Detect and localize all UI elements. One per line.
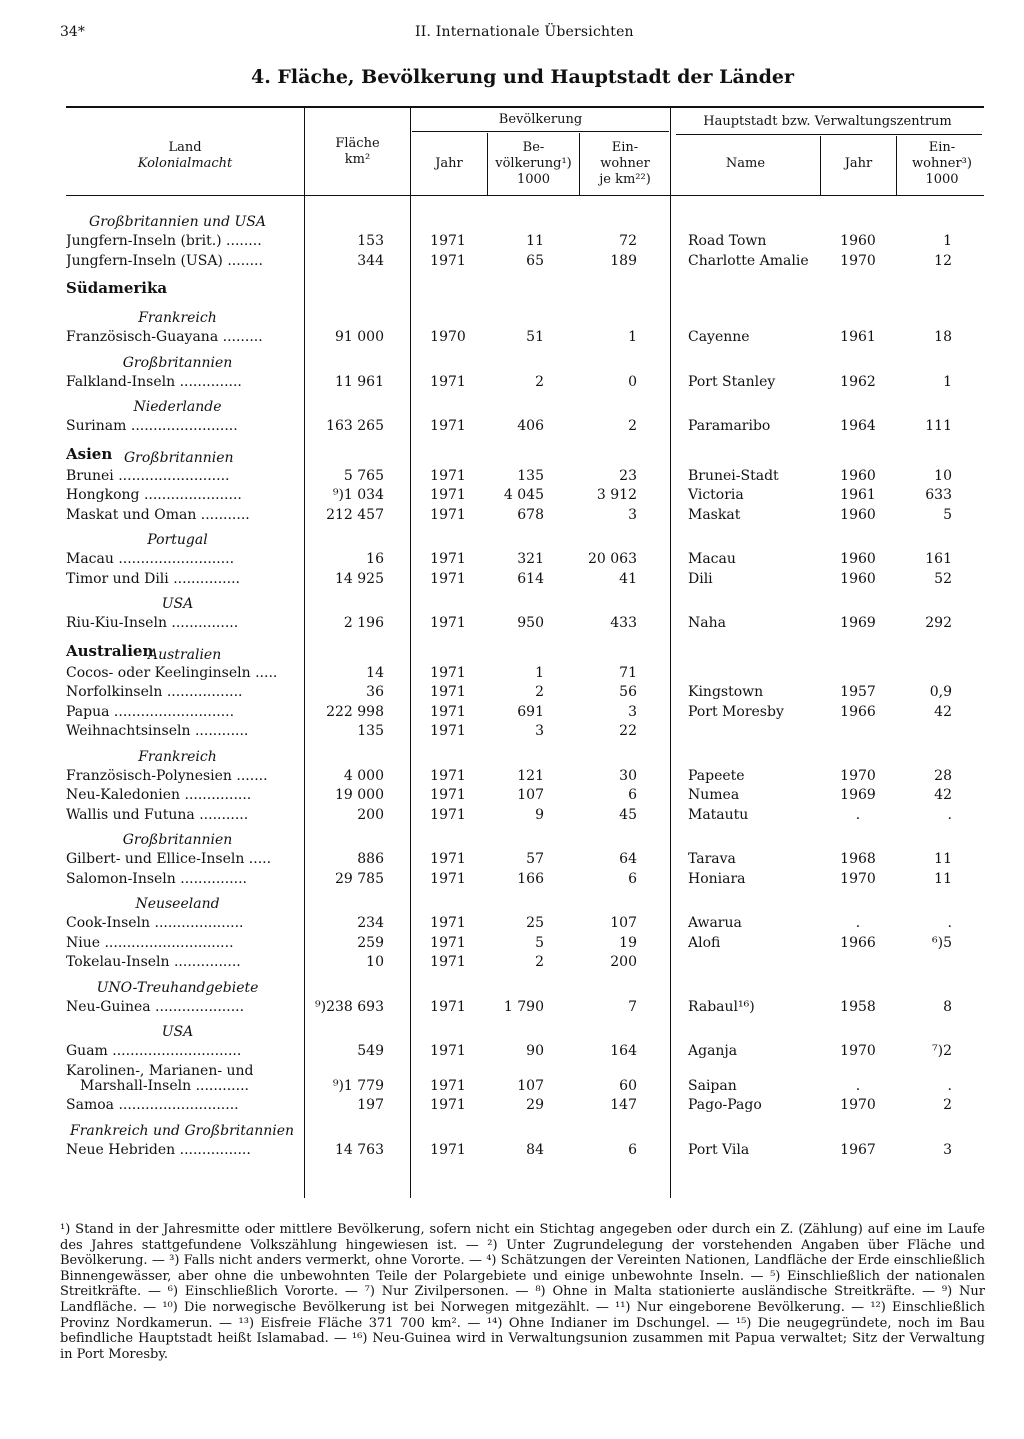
- capital-year: 1970: [840, 870, 876, 887]
- table-row: [0, 252, 1024, 271]
- area-km2: ⁹)1 034: [332, 487, 384, 503]
- capital-name: Pago-Pago: [688, 1097, 762, 1113]
- inhabitants-per-km2: 107: [610, 915, 637, 931]
- population-year: 1971: [430, 487, 466, 503]
- capital-name: Matautu: [688, 806, 749, 823]
- area-km2: 36: [366, 684, 384, 700]
- capital-name: Rabaul¹⁶): [688, 998, 755, 1015]
- population-1000: 4 045: [503, 487, 544, 503]
- capital-year: 1962: [840, 373, 876, 390]
- capital-inhabitants-1000: ⁶)5: [932, 934, 952, 951]
- region-name: Australien: [66, 641, 154, 660]
- capital-inhabitants-1000: 292: [925, 615, 952, 631]
- country-name: Neue Hebriden ................: [66, 1141, 251, 1158]
- table-row: [0, 722, 1024, 741]
- capital-year: 1970: [840, 1043, 876, 1059]
- colonial-power: USA: [161, 1024, 194, 1040]
- capital-inhabitants-1000: .: [947, 915, 952, 931]
- population-1000: 321: [517, 551, 544, 567]
- country-name: Tokelau-Inseln ...............: [66, 954, 241, 970]
- colonial-power-heading: [0, 309, 1024, 328]
- inhabitants-per-km2: 45: [619, 806, 637, 823]
- header-hauptstadt-group: Hauptstadt bzw. Verwaltungszentrum: [703, 114, 952, 129]
- population-year: 1971: [430, 1043, 466, 1059]
- inhabitants-per-km2: 72: [619, 233, 637, 249]
- capital-name: Port Stanley: [688, 373, 776, 390]
- table-row: [0, 467, 1024, 486]
- country-name: Riu-Kiu-Inseln ...............: [66, 615, 239, 631]
- country-name: Weihnachtsinseln ............: [66, 723, 249, 739]
- inhabitants-per-km2: 3: [628, 703, 637, 720]
- table-row: [0, 550, 1024, 569]
- colonial-power-heading: [0, 354, 1024, 373]
- capital-name: Charlotte Amalie: [688, 252, 809, 269]
- population-year: 1970: [430, 329, 466, 345]
- country-name: Niue .............................: [66, 934, 234, 951]
- capital-name: Paramaribo: [688, 418, 771, 434]
- population-year: 1971: [430, 767, 466, 784]
- population-1000: 135: [517, 467, 544, 484]
- table-row: [0, 664, 1024, 683]
- capital-inhabitants-1000: 3: [943, 1141, 952, 1158]
- capital-name: Macau: [688, 551, 736, 567]
- capital-year: 1969: [840, 787, 876, 803]
- table-row: [0, 998, 1024, 1017]
- area-km2: 4 000: [343, 767, 384, 784]
- population-year: 1971: [430, 252, 466, 269]
- population-year: 1971: [430, 723, 466, 739]
- header-hs-jahr: Jahr: [844, 156, 873, 171]
- country-name: Jungfern-Inseln (brit.) ........: [66, 233, 262, 249]
- colonial-power: Großbritannien: [122, 832, 233, 848]
- inhabitants-per-km2: 41: [619, 570, 637, 587]
- capital-inhabitants-1000: 11: [934, 870, 952, 887]
- capital-year: 1960: [840, 467, 876, 484]
- population-year: 1971: [430, 1077, 466, 1094]
- country-name: Französisch-Polynesien .......: [66, 767, 268, 784]
- header-einwohner-je-km2: Ein- wohner je km²²): [599, 140, 651, 187]
- table-row: [0, 417, 1024, 436]
- capital-inhabitants-1000: 10: [934, 467, 952, 484]
- table-row: [0, 953, 1024, 972]
- colonial-power: Niederlande: [133, 399, 222, 415]
- capital-inhabitants-1000: 0,9: [929, 684, 952, 700]
- inhabitants-per-km2: 6: [628, 870, 637, 887]
- country-name: Wallis und Futuna ...........: [66, 806, 249, 823]
- population-1000: 678: [517, 506, 544, 523]
- header-flaeche: Fläche km²: [335, 136, 380, 167]
- inhabitants-per-km2: 30: [619, 767, 637, 784]
- country-name: Timor und Dili ...............: [66, 570, 240, 587]
- population-1000: 5: [535, 934, 544, 951]
- header-jahr: Jahr: [435, 156, 463, 171]
- inhabitants-per-km2: 200: [610, 954, 637, 970]
- capital-year: 1960: [840, 506, 876, 523]
- header-kolonialmacht: Kolonialmacht: [137, 156, 233, 171]
- colonial-power-heading: [0, 895, 1024, 914]
- capital-name: Cayenne: [688, 329, 750, 345]
- colonial-power: Frankreich: [138, 748, 217, 765]
- table-row: [0, 232, 1024, 251]
- country-name: Jungfern-Inseln (USA) ........: [66, 252, 263, 269]
- capital-name: Kingstown: [688, 684, 764, 700]
- population-year: 1971: [430, 1141, 466, 1158]
- capital-name: Saipan: [688, 1077, 737, 1094]
- colonial-power-heading: [0, 831, 1024, 850]
- population-year: 1971: [430, 1097, 466, 1113]
- table-row: [0, 703, 1024, 722]
- capital-name: Maskat: [688, 506, 741, 523]
- population-1000: 57: [526, 851, 544, 867]
- country-name: Karolinen-, Marianen- und: [66, 1062, 254, 1079]
- inhabitants-per-km2: 20 063: [588, 551, 637, 567]
- header-name: Name: [725, 156, 766, 171]
- capital-inhabitants-1000: .: [947, 1077, 952, 1094]
- inhabitants-per-km2: 0: [628, 373, 637, 390]
- table-row: [0, 767, 1024, 786]
- population-year: 1971: [430, 570, 466, 587]
- area-km2: 19 000: [335, 787, 384, 803]
- capital-inhabitants-1000: 1: [943, 373, 952, 390]
- header-bevoelkerung-group: Bevölkerung: [498, 112, 583, 127]
- capital-year: 1969: [840, 615, 876, 631]
- area-km2: 886: [357, 851, 384, 867]
- area-km2: 2 196: [343, 615, 384, 631]
- inhabitants-per-km2: 19: [619, 934, 637, 951]
- area-km2: 197: [357, 1097, 384, 1113]
- capital-inhabitants-1000: 2: [943, 1097, 952, 1113]
- capital-name: Aganja: [688, 1043, 738, 1059]
- colonial-power-heading: [0, 531, 1024, 550]
- header-bevoelkerung: Be- völkerung¹) 1000: [495, 140, 572, 187]
- population-1000: 11: [526, 233, 544, 249]
- area-km2: 549: [357, 1043, 384, 1059]
- country-name: Neu-Guinea ....................: [66, 998, 245, 1015]
- colonial-power-heading: [0, 748, 1024, 767]
- population-1000: 406: [517, 418, 544, 434]
- population-year: 1971: [430, 934, 466, 951]
- capital-inhabitants-1000: 161: [925, 551, 952, 567]
- region-heading: [0, 279, 1024, 298]
- inhabitants-per-km2: 7: [628, 998, 637, 1015]
- capital-inhabitants-1000: 111: [925, 418, 952, 434]
- capital-name: Naha: [688, 615, 726, 631]
- table-row: [0, 870, 1024, 889]
- colonial-power-heading: [0, 213, 1024, 232]
- population-1000: 121: [517, 767, 544, 784]
- header-land: Land Kolonialmacht: [137, 140, 233, 171]
- table-row: [0, 614, 1024, 633]
- capital-inhabitants-1000: 42: [934, 787, 952, 803]
- colonial-power-heading: [0, 398, 1024, 417]
- population-1000: 107: [517, 787, 544, 803]
- inhabitants-per-km2: 23: [619, 467, 637, 484]
- population-1000: 2: [535, 373, 544, 390]
- table-row: [0, 806, 1024, 825]
- country-name: Cook-Inseln ....................: [66, 915, 244, 931]
- population-year: 1971: [430, 954, 466, 970]
- capital-name: Port Vila: [688, 1141, 750, 1158]
- population-1000: 9: [535, 806, 544, 823]
- population-year: 1971: [430, 506, 466, 523]
- capital-name: Victoria: [688, 487, 744, 503]
- inhabitants-per-km2: 2: [628, 418, 637, 434]
- capital-name: Awarua: [688, 915, 742, 931]
- inhabitants-per-km2: 147: [610, 1097, 637, 1113]
- capital-year: .: [855, 915, 861, 931]
- population-year: 1971: [430, 851, 466, 867]
- capital-inhabitants-1000: 18: [934, 329, 952, 345]
- capital-year: 1968: [840, 851, 876, 867]
- table-row: [0, 373, 1024, 392]
- population-year: 1971: [430, 551, 466, 567]
- population-1000: 1: [535, 664, 544, 681]
- country-name: Norfolkinseln .................: [66, 684, 243, 700]
- region-name: Südamerika: [66, 279, 168, 297]
- area-km2: 14 763: [335, 1141, 384, 1158]
- area-km2: 153: [357, 233, 384, 249]
- inhabitants-per-km2: 60: [619, 1077, 637, 1094]
- colonial-power: Großbritannien und USA: [89, 214, 266, 230]
- capital-inhabitants-1000: 42: [934, 703, 952, 720]
- capital-inhabitants-1000: 633: [925, 487, 952, 503]
- area-km2: 29 785: [335, 870, 384, 887]
- country-name: Hongkong ......................: [66, 487, 242, 503]
- country-name: Neu-Kaledonien ...............: [66, 787, 252, 803]
- area-km2: 234: [357, 915, 384, 931]
- population-year: 1971: [430, 998, 466, 1015]
- capital-year: 1957: [840, 684, 876, 700]
- inhabitants-per-km2: 6: [628, 787, 637, 803]
- table-row: [0, 914, 1024, 933]
- capital-year: 1960: [840, 551, 876, 567]
- table-row: [0, 1096, 1024, 1115]
- area-km2: 14 925: [335, 570, 384, 587]
- capital-name: Road Town: [688, 233, 767, 249]
- colonial-power-heading: [0, 1122, 1024, 1141]
- population-1000: 614: [517, 570, 544, 587]
- population-1000: 84: [526, 1141, 544, 1158]
- table-row: [0, 934, 1024, 953]
- capital-name: Tarava: [688, 851, 736, 867]
- inhabitants-per-km2: 164: [610, 1043, 637, 1059]
- capital-year: 1967: [840, 1141, 876, 1158]
- country-name: Maskat und Oman ...........: [66, 506, 250, 523]
- area-km2: 16: [366, 551, 384, 567]
- capital-inhabitants-1000: 28: [934, 767, 952, 784]
- inhabitants-per-km2: 64: [619, 851, 637, 867]
- capital-year: 1970: [840, 767, 876, 784]
- colonial-power: Großbritannien: [124, 449, 234, 466]
- table-row: [0, 1042, 1024, 1061]
- capital-name: Port Moresby: [688, 703, 784, 720]
- colonial-power: Australien: [148, 646, 222, 663]
- capital-name: Numea: [688, 787, 740, 803]
- table-row: [0, 486, 1024, 505]
- population-1000: 166: [517, 870, 544, 887]
- population-year: 1971: [430, 915, 466, 931]
- inhabitants-per-km2: 433: [610, 615, 637, 631]
- table-row: [0, 1141, 1024, 1160]
- inhabitants-per-km2: 56: [619, 684, 637, 700]
- population-year: 1971: [430, 233, 466, 249]
- inhabitants-per-km2: 22: [619, 723, 637, 739]
- area-km2: 222 998: [326, 703, 384, 720]
- population-1000: 51: [526, 329, 544, 345]
- population-1000: 1 790: [503, 998, 544, 1015]
- country-name: Marshall-Inseln ............: [80, 1077, 249, 1094]
- table-row: [0, 683, 1024, 702]
- country-name: Falkland-Inseln ..............: [66, 373, 242, 390]
- population-1000: 107: [517, 1077, 544, 1094]
- country-name: Samoa ...........................: [66, 1097, 239, 1113]
- population-1000: 3: [535, 723, 544, 739]
- colonial-power: USA: [161, 596, 194, 612]
- capital-year: 1960: [840, 570, 876, 587]
- capital-year: 1966: [840, 703, 876, 720]
- capital-year: 1961: [840, 487, 876, 503]
- capital-inhabitants-1000: ⁷)2: [932, 1043, 952, 1059]
- population-year: 1971: [430, 664, 466, 681]
- table-row: [0, 506, 1024, 525]
- capital-name: Dili: [688, 570, 713, 587]
- capital-inhabitants-1000: 1: [943, 233, 952, 249]
- population-year: 1971: [430, 684, 466, 700]
- capital-inhabitants-1000: 5: [943, 506, 952, 523]
- table-row: [0, 1077, 1024, 1096]
- colonial-power: UNO-Treuhandgebiete: [96, 979, 259, 996]
- colonial-power-heading: [0, 595, 1024, 614]
- capital-year: 1964: [840, 418, 876, 434]
- area-km2: 212 457: [326, 506, 384, 523]
- country-name: Französisch-Guayana .........: [66, 329, 263, 345]
- population-year: 1971: [430, 806, 466, 823]
- area-km2: 10: [366, 954, 384, 970]
- population-year: 1971: [430, 787, 466, 803]
- table-row: [0, 850, 1024, 869]
- footnotes: ¹) Stand in der Jahresmitte oder mittlere Bevölkerung, sofern nicht ein Stichtag angegeben oder durch ein Z. (Zählung) auf eine im Laufe des Jahres stattgefundene Volkszählung hingewiesen ist. — ²) Unter Zugrundelegung der vorstehenden Angaben über Fläche und Bevölkerung. — ³) Falls nicht anders vermerkt, ohne Vororte. — ⁴) Schätzungen der Vereinten Nationen, Landfläche der Erde einschließlich Binnengewässer, aber ohne die unbewohnten Teile der Polargebiete und einige unbewohnte Inseln. — ⁵) Einschließlich der nationalen Streitkräfte. — ⁶) Einschließlich Vororte. — ⁷) Nur Zivilpersonen. — ⁸) Ohne in Malta stationierte ausländische Streitkräfte. — ⁹) Nur Landfläche. — ¹⁰) Die norwegische Bevölkerung ist bei Norwegen mitgezählt. — ¹¹) Nur eingeborene Bevölkerung. — ¹²) Einschließlich Provinz Nordkamerun. — ¹³) Eisfreie Fläche 371 700 km². — ¹⁴) Ohne Indianer im Dschungel. — ¹⁵) Die neugegründete, noch im Bau befindliche Hauptstadt heißt Islamabad. — ¹⁶) Neu-Guinea wird in Verwaltungsunion zusammen mit Papua verwaltet; Sitz der Verwaltung in Port Moresby.: [60, 1222, 985, 1362]
- table-row: [0, 786, 1024, 805]
- capital-inhabitants-1000: 8: [943, 998, 952, 1015]
- population-1000: 29: [526, 1097, 544, 1113]
- population-year: 1971: [430, 615, 466, 631]
- population-year: 1971: [430, 418, 466, 434]
- population-year: 1971: [430, 467, 466, 484]
- colonial-power-heading: [0, 979, 1024, 998]
- country-name: Cocos- oder Keelinginseln .....: [66, 664, 278, 681]
- capital-name: Honiara: [688, 870, 746, 887]
- country-name: Surinam ........................: [66, 418, 238, 434]
- area-km2: 163 265: [326, 418, 384, 434]
- area-km2: 344: [357, 252, 384, 269]
- area-km2: 135: [357, 723, 384, 739]
- capital-inhabitants-1000: 11: [934, 851, 952, 867]
- table-row: [0, 328, 1024, 347]
- inhabitants-per-km2: 71: [619, 664, 637, 681]
- page-number: 34*: [60, 24, 85, 40]
- area-km2: 200: [357, 806, 384, 823]
- capital-name: Brunei-Stadt: [688, 467, 779, 484]
- capital-inhabitants-1000: 52: [934, 570, 952, 587]
- capital-year: 1970: [840, 252, 876, 269]
- country-name: Papua ...........................: [66, 703, 235, 720]
- population-1000: 950: [517, 615, 544, 631]
- country-name: Macau ..........................: [66, 551, 235, 567]
- capital-year: .: [855, 1077, 861, 1094]
- inhabitants-per-km2: 6: [628, 1141, 637, 1158]
- region-heading: [0, 642, 1024, 661]
- colonial-power: Portugal: [147, 532, 208, 548]
- capital-name: Alofi: [688, 934, 721, 951]
- capital-year: 1958: [840, 998, 876, 1015]
- table-title: 4. Fläche, Bevölkerung und Hauptstadt der Länder: [250, 66, 795, 88]
- population-year: 1971: [430, 703, 466, 720]
- country-name: Guam .............................: [66, 1043, 242, 1059]
- capital-year: 1970: [840, 1097, 876, 1113]
- country-name: Gilbert- und Ellice-Inseln .....: [66, 851, 272, 867]
- population-1000: 90: [526, 1043, 544, 1059]
- area-km2: ⁹)238 693: [315, 998, 384, 1015]
- colonial-power: Frankreich und Großbritannien: [70, 1122, 295, 1139]
- inhabitants-per-km2: 3 912: [596, 487, 637, 503]
- table-row: [0, 570, 1024, 589]
- capital-year: 1961: [840, 329, 876, 345]
- area-km2: 14: [366, 664, 384, 681]
- capital-inhabitants-1000: .: [947, 806, 952, 823]
- capital-year: 1966: [840, 934, 876, 951]
- capital-inhabitants-1000: 12: [934, 252, 952, 269]
- colonial-power: Großbritannien: [122, 354, 233, 371]
- population-1000: 2: [535, 954, 544, 970]
- colonial-power: Neuseeland: [135, 896, 220, 912]
- area-km2: 11 961: [335, 373, 384, 390]
- country-name: Salomon-Inseln ...............: [66, 870, 248, 887]
- capital-year: 1960: [840, 233, 876, 249]
- inhabitants-per-km2: 189: [610, 252, 637, 269]
- country-name: Brunei .........................: [66, 467, 230, 484]
- population-year: 1971: [430, 870, 466, 887]
- capital-name: Papeete: [688, 767, 745, 784]
- area-km2: 5 765: [343, 467, 384, 484]
- header-hs-einwohner: Ein- wohner³) 1000: [912, 140, 972, 187]
- inhabitants-per-km2: 1: [628, 329, 637, 345]
- area-km2: 259: [357, 934, 384, 951]
- colonial-power: Frankreich: [138, 310, 217, 326]
- colonial-power-heading: [0, 1023, 1024, 1042]
- area-km2: ⁹)1 779: [332, 1077, 384, 1094]
- population-1000: 691: [517, 703, 544, 720]
- region-heading: [0, 445, 1024, 464]
- population-1000: 2: [535, 684, 544, 700]
- population-1000: 25: [526, 915, 544, 931]
- capital-year: .: [855, 806, 861, 823]
- population-year: 1971: [430, 373, 466, 390]
- running-head: II. Internationale Übersichten: [415, 24, 634, 40]
- inhabitants-per-km2: 3: [628, 506, 637, 523]
- area-km2: 91 000: [335, 329, 384, 345]
- region-name: Asien: [66, 444, 113, 463]
- population-1000: 65: [526, 252, 544, 269]
